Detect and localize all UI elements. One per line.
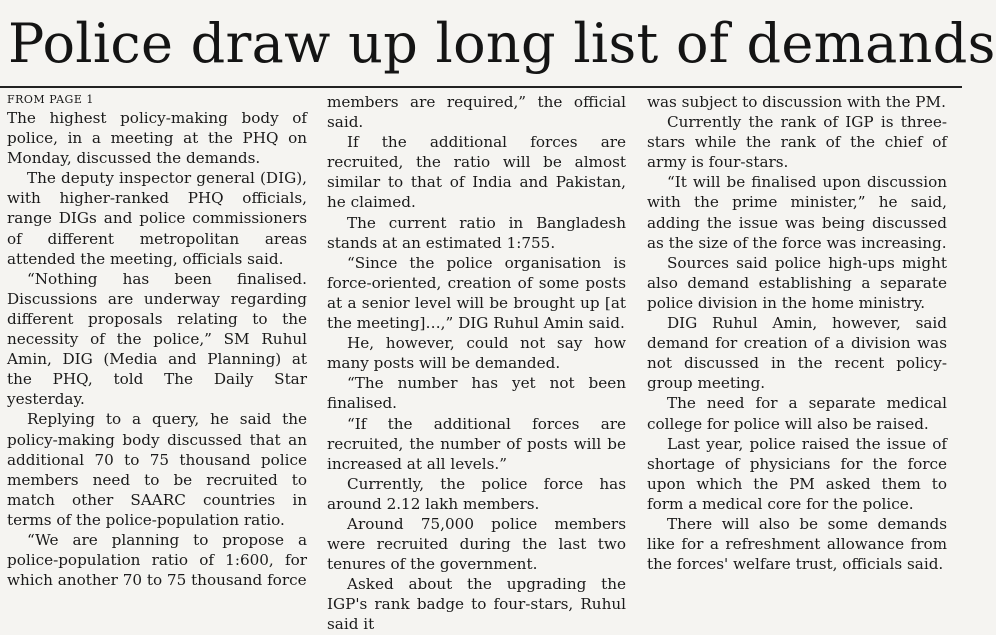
paragraph: members are required,” the official said. [327,93,626,132]
paragraph: Currently the rank of IGP is three-stars while the rank of the chief of army is four-stars. [647,113,947,172]
article-column-3 [647,92,947,590]
paragraph: was subject to discussion with the PM. [647,93,946,111]
paragraph: Sources said police high-ups might also demand establishing a separate police division in the home ministry. [647,253,947,312]
paragraph: The need for a separate medical college for police will also be raised. [647,394,947,433]
paragraph: The highest policy-making body of police, in a meeting at the PHQ on Monday, discussed the demands. [7,109,307,168]
paragraph: “The number has yet not been finalised. [327,374,626,413]
paragraph: Last year, police raised the issue of shortage of physicians for the force upon which the PM asked them to form a medical core for the police. [647,434,947,513]
paragraph: Replying to a query, he said the policy-making body discussed that an additional 70 to 75 thousand police members need to be recruited to match other SAARC countries in terms of the police-population ratio. [7,410,307,529]
dateline: FROM PAGE 1 [7,93,94,106]
paragraph: “Since the police organisation is force-oriented, creation of some posts at a senior level will be brought up [at the meeting]…,” DIG Ruhul Amin said. [327,253,626,333]
paragraph: “It will be finalised upon discussion with the prime minister,” he said, adding the issue was being discussed as the size of the force was increasing. [647,173,947,252]
paragraph: If the additional forces are recruited, the ratio will be almost similar to that of India and Pakistan, he claimed. [327,133,626,212]
paragraph: Asked about the upgrading the IGP's rank badge to four-stars, Ruhul said it [327,575,626,634]
headline-rule [0,86,962,88]
paragraph: “We are planning to propose a police-population ratio of 1:600, for which another 70 to 75 thousand force [7,530,307,590]
paragraph: Currently, the police force has around 2.12 lakh members. [327,474,626,513]
paragraph: He, however, could not say how many posts will be demanded. [327,334,626,373]
paragraph: The current ratio in Bangladesh stands at an estimated 1:755. [327,213,626,252]
paragraph: “Nothing has been finalised. Discussions are underway regarding different proposals relating to the necessity of the police,” SM Ruhul Amin, DIG (Media and Planning) at the PHQ, told The Daily Star yesterday. [7,269,307,409]
paragraph: DIG Ruhul Amin, however, said demand for creation of a division was not discussed in the recent policy-group meeting. [647,314,947,393]
paragraph: There will also be some demands like for a refreshment allowance from the forces' welfare trust, officials said. [647,514,947,574]
article-column-2 [327,92,626,634]
paragraph: Around 75,000 police members were recruited during the last two tenures of the government. [327,514,626,574]
paragraph: The deputy inspector general (DIG), with higher-ranked PHQ officials, range DIGs and police commissioners of different metropolitan areas attended the meeting, officials said. [7,169,307,268]
article-column-1 [7,92,307,590]
paragraph: “If the additional forces are recruited, the number of posts will be increased at all levels.” [327,414,626,473]
headline: Police draw up long list of demands [8,12,996,75]
